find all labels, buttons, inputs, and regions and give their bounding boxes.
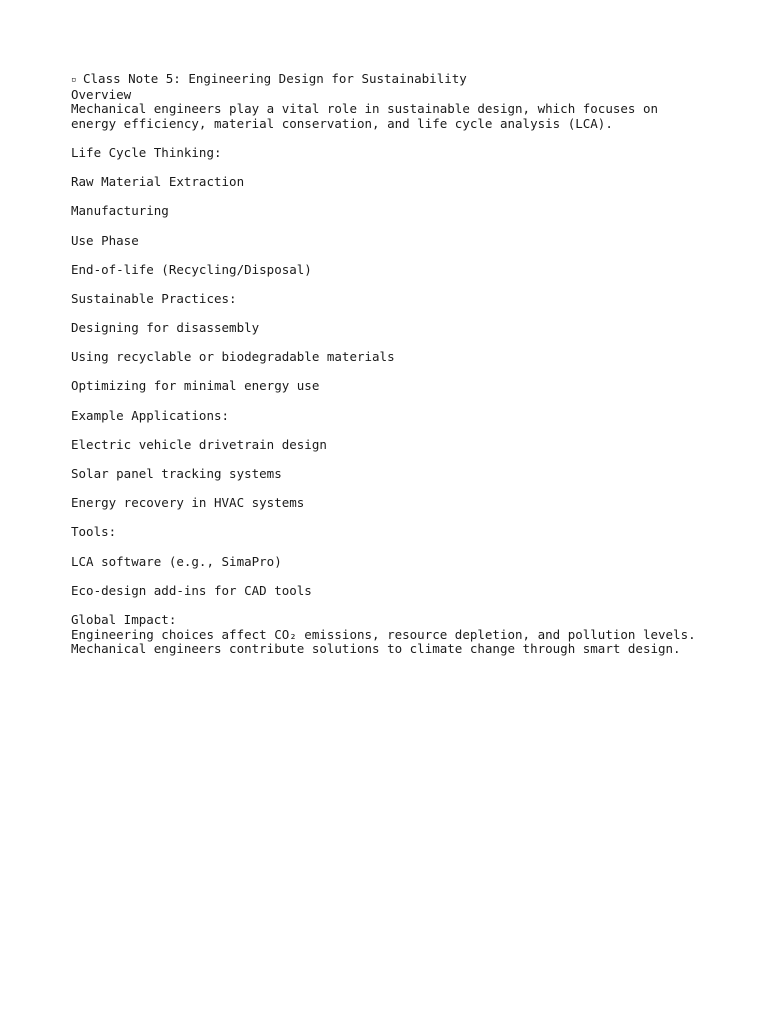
tools-heading: Tools:: [71, 524, 117, 540]
document-body: [71, 72, 731, 657]
note-title: [71, 72, 731, 88]
global-impact-line: Engineering choices affect CO₂ emissions, resource depletion, and pollution levels.: [71, 626, 696, 642]
list-item: End-of-life (Recycling/Disposal): [71, 261, 312, 277]
list-item: LCA software (e.g., SimaPro): [71, 553, 282, 569]
list-item: Solar panel tracking systems: [71, 466, 282, 482]
global-impact-line: Mechanical engineers contribute solutions to climate change through smart design.: [71, 641, 681, 657]
applications-heading: Example Applications:: [71, 407, 230, 423]
global-impact-heading: Global Impact:: [71, 611, 177, 627]
life-cycle-heading: Life Cycle Thinking:: [71, 144, 222, 160]
list-item: Energy recovery in HVAC systems: [71, 495, 305, 511]
list-item: Optimizing for minimal energy use: [71, 378, 320, 394]
list-item: Designing for disassembly: [71, 320, 260, 336]
list-item: Use Phase: [71, 232, 139, 248]
practices-heading: Sustainable Practices:: [71, 290, 237, 306]
note-title-text: Class Note 5: Engineering Design for Sustainability: [83, 71, 467, 86]
list-item: Raw Material Extraction: [71, 174, 245, 190]
overview-heading: Overview: [71, 86, 132, 102]
list-item: Electric vehicle drivetrain design: [71, 436, 327, 452]
square-icon: ▫: [71, 75, 77, 85]
overview-line: energy efficiency, material conservation, and life cycle analysis (LCA).: [71, 115, 613, 131]
overview-line: Mechanical engineers play a vital role in sustainable design, which focuses on: [71, 101, 658, 117]
list-item: Using recyclable or biodegradable materials: [71, 349, 395, 365]
list-item: Eco-design add-ins for CAD tools: [71, 582, 312, 598]
list-item: Manufacturing: [71, 203, 169, 219]
